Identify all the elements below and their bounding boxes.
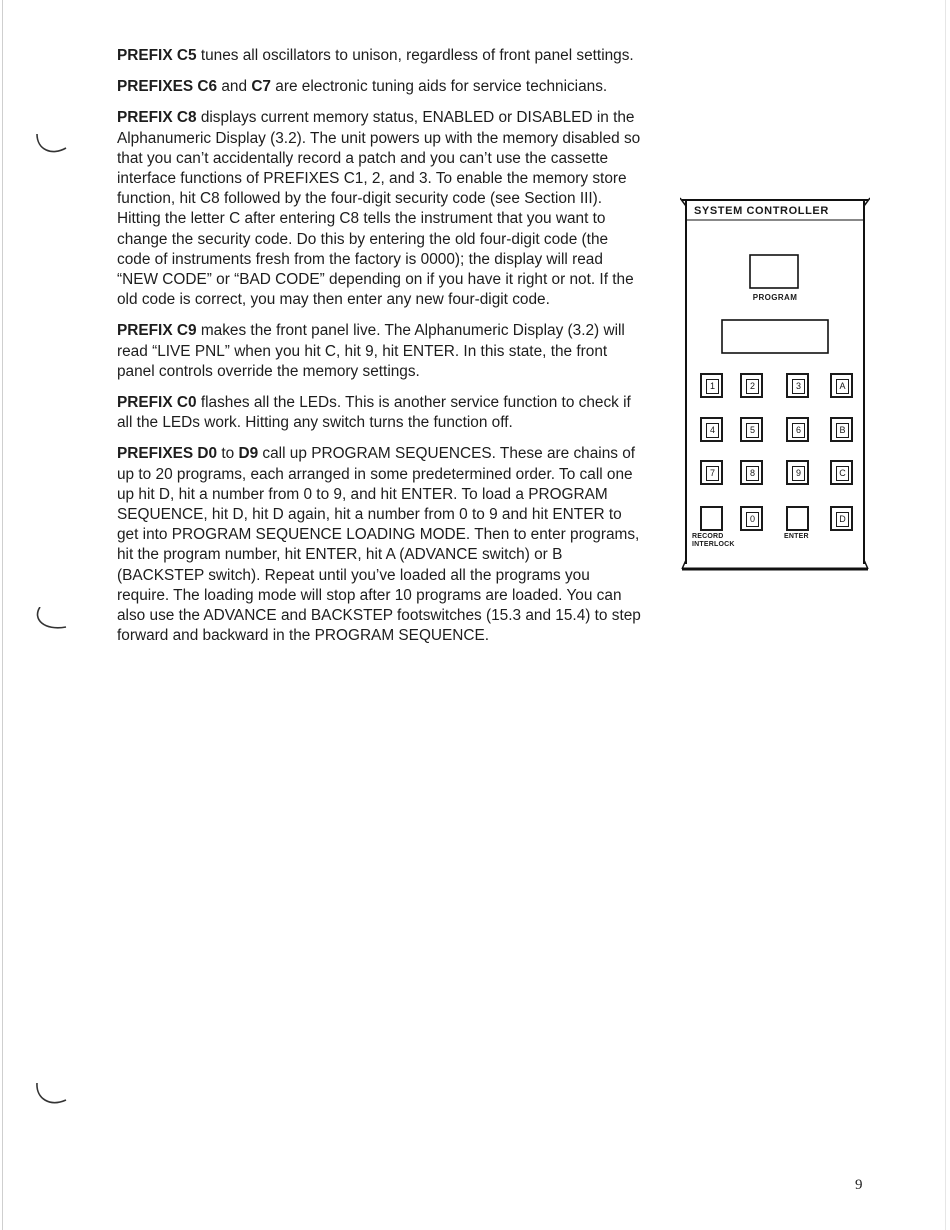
key-label: 4 xyxy=(706,423,719,438)
key-label: 7 xyxy=(706,466,719,481)
key-1 xyxy=(700,373,723,398)
key-label: 1 xyxy=(706,379,719,394)
key-label: 0 xyxy=(746,512,759,527)
paragraph-text: tunes all oscillators to unison, regardless of front panel settings. xyxy=(196,47,634,64)
prefix-label: PREFIXES C6 xyxy=(117,78,218,96)
key-label: 6 xyxy=(792,423,805,438)
paragraph-prefixes-c6-c7 xyxy=(117,77,645,97)
prefix-label: PREFIX C5 xyxy=(117,47,197,64)
page-number: 9 xyxy=(855,1177,863,1193)
prefix-label: PREFIX C8 xyxy=(117,109,197,127)
key-label: 5 xyxy=(746,423,759,438)
key-7 xyxy=(700,460,723,485)
key-2 xyxy=(740,373,763,398)
binder-hole-mark-middle xyxy=(34,607,70,631)
panel-title: SYSTEM CONTROLLER xyxy=(694,205,829,217)
program-label: PROGRAM xyxy=(752,293,798,302)
key-3 xyxy=(786,373,809,398)
key-label: A xyxy=(836,379,849,394)
prefix-label: D9 xyxy=(238,445,259,463)
key-label: D xyxy=(836,512,849,527)
paragraph-text: flashes all the LEDs. This is another service function to check if all the LEDs work. Hitting any switch turns the function off. xyxy=(117,394,631,432)
page-left-edge xyxy=(2,0,3,1230)
paragraph-text: call up PROGRAM SEQUENCES. These are chains of up to 20 programs, each arranged in some predetermined order. To call one up hit D, hit a number from 0 to 9, and hit ENTER. To load a PROGRAM SEQUENCE, hit D, hit D again, hit a number from 0 to 9 and hit ENTER to get into PROGRAM SEQUENCE LOADING MODE. Then to enter programs, hit the program number, hit ENTER, hit A (ADVANCE switch) or B (BACKSTEP switch). Repeat until you’ve loaded all the programs you require. The loading mode will stop after 10 programs are loaded. You can also use the ADVANCE and BACKSTEP footswitches (15.3 and 15.4) to step forward and backward in the PROGRAM SEQUENCE. xyxy=(117,445,641,645)
key-9 xyxy=(786,460,809,485)
key-a xyxy=(830,373,853,398)
enter-label: ENTER xyxy=(784,533,809,540)
key-d xyxy=(830,506,853,531)
paragraph-text: are electronic tuning aids for service technicians. xyxy=(271,78,608,96)
key-label: 3 xyxy=(792,379,805,394)
paragraph-text: displays current memory status, ENABLED or DISABLED in the Alphanumeric Display (3.2). The unit powers up with the memory disabled so that you can’t accidentally record a patch and you can’t use the cassette interface functions of PREFIXES C1, 2, and 3. To enable the memory store function, hit C8 followed by the four-digit security code (see Section III). Hitting the letter C after entering C8 tells the instrument that you want to change the security code. Do this by entering the old four-digit code (the code of instruments fresh from the factory is 0000); the display will read “NEW CODE” or “BAD CODE” depending on if you have it right or not. If the old code is correct, you may then enter any new four-digit code. xyxy=(117,109,641,309)
paragraph-prefix-c9 xyxy=(117,321,645,382)
key-8 xyxy=(740,460,763,485)
key-b xyxy=(830,417,853,442)
binder-hole-mark-top xyxy=(34,132,70,156)
key-4 xyxy=(700,417,723,442)
prefix-label: PREFIX C9 xyxy=(117,322,197,340)
page-right-edge xyxy=(945,0,946,1230)
record-interlock-key xyxy=(700,506,723,531)
alphanumeric-display-window xyxy=(722,320,828,353)
paragraph-prefix-c0 xyxy=(117,393,645,433)
record-label: RECORD xyxy=(692,533,724,540)
paragraph-prefix-c8 xyxy=(117,108,645,310)
key-5 xyxy=(740,417,763,442)
key-label: 8 xyxy=(746,466,759,481)
connector-text: and xyxy=(217,78,252,96)
key-label: B xyxy=(836,423,849,438)
prefix-label: C7 xyxy=(251,78,271,96)
paragraph-prefix-c5 xyxy=(117,46,645,66)
body-text xyxy=(117,46,645,657)
prefix-label: PREFIXES D0 xyxy=(117,445,218,463)
program-display-window xyxy=(750,255,798,288)
key-0 xyxy=(740,506,763,531)
prefix-label: PREFIX C0 xyxy=(117,394,197,412)
enter-key xyxy=(786,506,809,531)
key-label: 9 xyxy=(792,466,805,481)
key-6 xyxy=(786,417,809,442)
paragraph-prefixes-d0-d9 xyxy=(117,444,645,646)
connector-text: to xyxy=(217,445,239,463)
key-c xyxy=(830,460,853,485)
system-controller-illustration xyxy=(680,196,870,576)
key-label: C xyxy=(836,466,849,481)
interlock-label: INTERLOCK xyxy=(692,541,735,548)
binder-hole-mark-bottom xyxy=(34,1083,70,1107)
key-label: 2 xyxy=(746,379,759,394)
paragraph-text: makes the front panel live. The Alphanumeric Display (3.2) will read “LIVE PNL” when you hit C, hit 9, hit ENTER. In this state, the front panel controls override the memory settings. xyxy=(117,322,625,380)
